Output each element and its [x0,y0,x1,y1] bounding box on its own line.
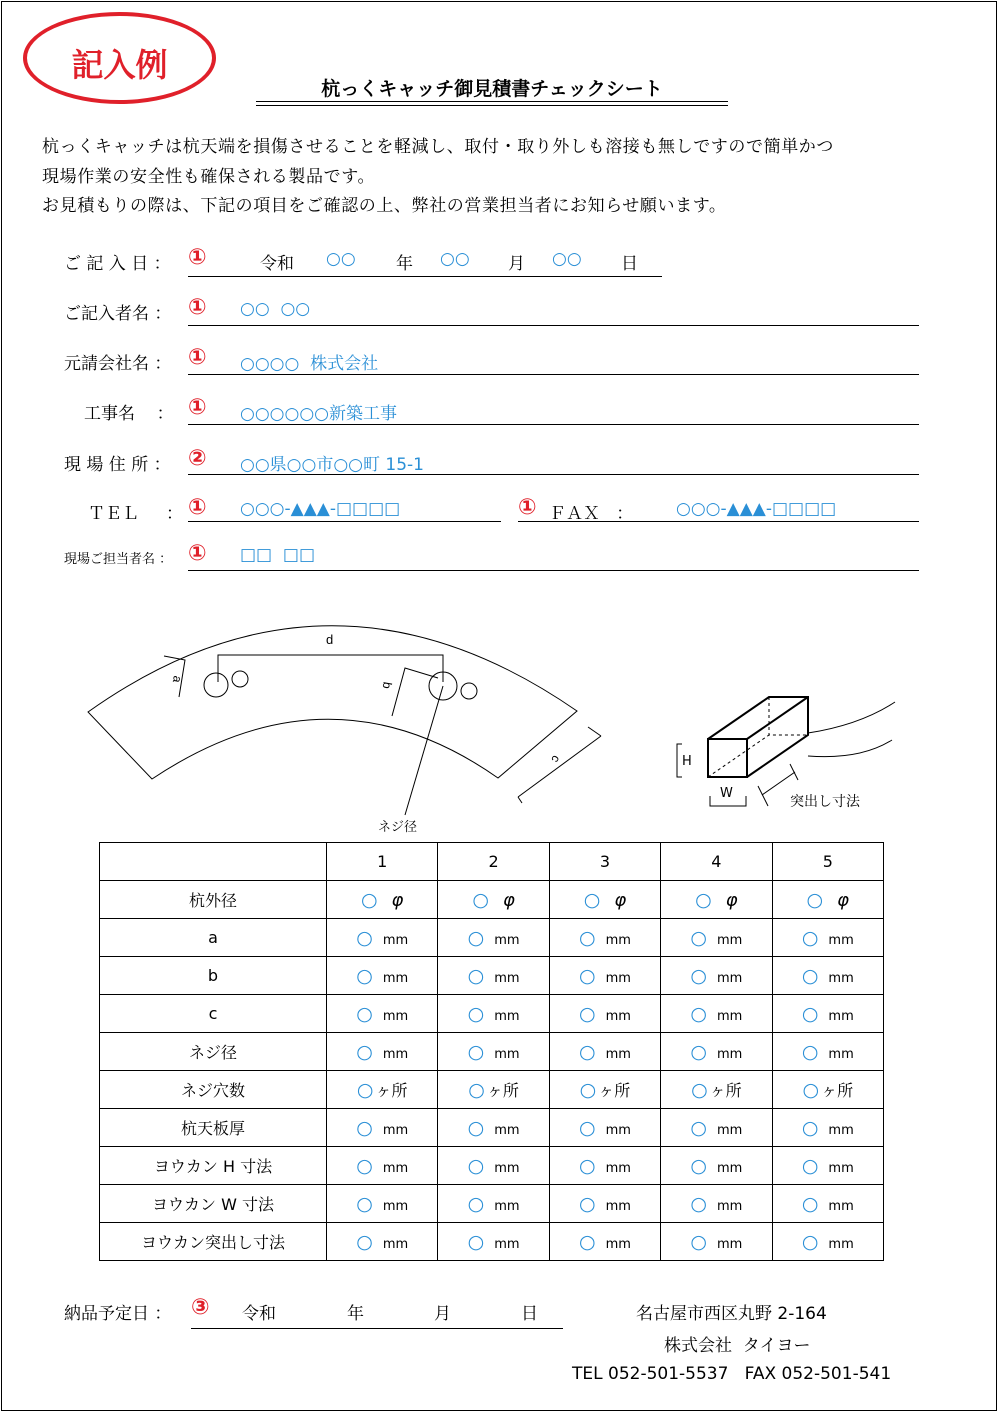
unit-label: mm [717,1198,743,1214]
company-address: 名古屋市西区丸野 2-164 [636,1304,827,1324]
value-mark: ○ [579,964,596,987]
unit-label: mm [605,1122,631,1138]
unit-label: mm [828,1198,854,1214]
address-underline [188,474,919,475]
value-mark: ○ [802,1079,820,1101]
value-cell[interactable] [438,881,549,919]
unit-label: ヶ所 [598,1081,631,1100]
unit-label: mm [605,1046,631,1062]
name-underline [188,325,919,326]
date-month-value[interactable]: ○○ [440,249,470,269]
value-cell[interactable] [661,1223,772,1261]
unit-label: mm [382,1160,409,1176]
value-mark: ○ [356,1040,373,1063]
value-mark: ○ [467,1192,485,1215]
unit-label: mm [828,1122,854,1138]
value-mark: ○ [579,1116,596,1139]
value-mark: ○ [468,1079,485,1101]
value-cell[interactable] [661,995,772,1033]
value-mark: ○ [690,1230,707,1253]
value-mark: ○ [801,1154,819,1177]
example-stamp [23,12,216,104]
unit-label: φ [391,889,404,911]
value-mark: ○ [579,1154,596,1177]
table-row [100,1223,884,1261]
unit-label: mm [605,1198,631,1214]
value-cell[interactable] [549,1185,660,1223]
unit-label: mm [828,1008,854,1024]
table-row [100,995,884,1033]
row-label: 杭外径 [100,881,327,919]
unit-label: mm [605,932,631,948]
pile-curve1 [808,702,895,733]
unit-label: mm [717,1160,743,1176]
block-edge [747,697,808,739]
row-label: 杭天板厚 [100,1109,327,1147]
block-front [708,739,747,777]
fax-label: ＦＡＸ ： [549,504,634,524]
label-w: W [720,786,733,801]
label-h: H [682,754,692,769]
date-day-unit: 日 [621,254,638,274]
delivery-label: 納品予定日 ： [64,1304,172,1324]
label-a: a [169,674,185,684]
company-label: 元請会社名 ： [64,354,172,374]
screw-diameter-label: ネジ径 [378,820,418,835]
value-cell[interactable] [661,1071,772,1109]
table-row [100,1109,884,1147]
row-label: b [100,957,327,995]
unit-label: mm [717,1236,743,1252]
col-header: 4 [661,843,772,881]
value-mark: ○ [467,1230,485,1253]
value-cell[interactable] [549,881,660,919]
row-label: ネジ穴数 [100,1071,327,1109]
unit-label: mm [494,1236,520,1252]
unit-label: mm [494,1122,520,1138]
value-mark: ○ [360,888,378,911]
fax-value[interactable]: ○○○-▲▲▲-□□□□ [676,499,837,519]
project-label: 工事名 ： [84,404,174,424]
dim-b [392,668,438,716]
fax-index: ① [518,495,537,520]
value-mark: ○ [801,1002,819,1025]
intro-line-1: 杭っくキャッチは杭天端を損傷させることを軽減し、取付・取り外しも溶接も無しですので簡単かつ [42,137,834,157]
contact-label: 現場ご担当者名 ： [64,552,173,567]
unit-label: mm [828,1160,854,1176]
value-cell[interactable] [327,881,438,919]
intro-line-2: 現場作業の安全性も確保される製品です。 [42,167,376,187]
value-cell[interactable] [549,1033,660,1071]
value-mark: ○ [690,926,707,949]
tel-value[interactable]: ○○○-▲▲▲-□□□□ [240,499,401,519]
value-cell[interactable] [549,1147,660,1185]
row-label: a [100,919,327,957]
name-index: ① [188,295,207,320]
table-row [100,881,884,919]
value-mark: ○ [472,888,489,911]
value-mark: ○ [467,1002,485,1025]
value-cell[interactable] [438,1071,549,1109]
value-cell[interactable] [438,957,549,995]
label-d: d [326,632,334,647]
unit-label: mm [828,932,854,948]
project-value[interactable]: ○○○○○○新築工事 [240,404,398,424]
value-cell[interactable] [549,1109,660,1147]
table-row [100,919,884,957]
delivery-month-unit: 月 [434,1304,451,1324]
value-mark: ○ [691,1079,708,1101]
value-cell[interactable] [661,1185,772,1223]
value-cell[interactable] [327,1109,438,1147]
dim-d [218,655,443,682]
value-cell[interactable] [438,1033,549,1071]
example-stamp-text: 記入例 [71,46,168,84]
block-body [708,697,808,777]
unit-label: mm [494,1198,520,1214]
unit-label: mm [382,1122,409,1138]
value-cell[interactable] [661,957,772,995]
table-row [100,1185,884,1223]
tel-underline [188,521,501,522]
screw-hole-2b [461,683,477,699]
value-cell[interactable] [549,1223,660,1261]
tel-label: ＴＥＬ ： [88,504,184,524]
value-cell[interactable] [549,995,660,1033]
pile-curve2 [808,740,892,757]
value-cell[interactable] [661,1109,772,1147]
project-index: ① [188,395,207,420]
company-value[interactable]: ○○○○ 株式会社 [240,354,379,374]
dim-p1 [758,786,768,806]
unit-label: ヶ所 [821,1081,854,1100]
value-mark: ○ [356,926,373,949]
value-cell[interactable] [549,919,660,957]
unit-label: mm [828,970,854,986]
value-cell[interactable] [772,1109,883,1147]
unit-label: mm [717,932,743,948]
value-cell[interactable] [661,919,772,957]
unit-label: mm [494,1008,520,1024]
dim-c-tick2 [588,727,601,736]
screw-leader [405,686,443,815]
value-mark: ○ [467,964,485,987]
unit-label: mm [382,1198,409,1214]
table-row [100,1071,884,1109]
delivery-underline [191,1328,563,1329]
unit-label: mm [605,970,631,986]
date-index: ① [188,245,207,270]
value-mark: ○ [579,1040,596,1063]
value-mark: ○ [467,926,485,949]
unit-label: mm [605,1160,631,1176]
screw-hole-1b [232,671,248,687]
spec-table [99,842,884,1261]
table-row [100,957,884,995]
value-mark: ○ [690,1154,707,1177]
name-value[interactable]: ○○ ○○ [240,299,311,319]
value-cell[interactable] [772,1223,883,1261]
delivery-day-unit: 日 [521,1304,538,1324]
value-cell[interactable] [327,1147,438,1185]
block-diagram [665,690,905,810]
value-mark: ○ [356,1116,373,1139]
name-label: ご記入者名 ： [64,304,172,324]
value-cell[interactable] [438,1147,549,1185]
value-cell[interactable] [438,1223,549,1261]
col-header: 2 [438,843,549,881]
table-header-row [100,843,884,881]
date-underline [188,276,662,277]
table-row [100,1147,884,1185]
value-mark: ○ [467,1154,485,1177]
unit-label: mm [605,1236,631,1252]
value-cell[interactable] [661,1147,772,1185]
unit-label: mm [605,1008,631,1024]
delivery-era: 令和 [242,1304,276,1324]
col-header: 3 [549,843,660,881]
unit-label: φ [614,889,627,911]
unit-label: ヶ所 [709,1081,742,1100]
value-mark: ○ [579,1230,596,1253]
unit-label: mm [382,1008,409,1024]
value-cell[interactable] [772,919,883,957]
value-cell[interactable] [438,995,549,1033]
page-title: 杭っくキャッチ御見積書チェックシート [321,78,663,100]
table-corner [100,843,327,881]
row-label: ヨウカン H 寸法 [100,1147,327,1185]
table-row [100,1033,884,1071]
unit-label: mm [382,1046,409,1062]
value-cell[interactable] [772,1185,883,1223]
value-cell[interactable] [772,957,883,995]
unit-label: mm [382,970,409,986]
value-mark: ○ [356,964,373,987]
value-mark: ○ [356,1002,373,1025]
col-header: 1 [327,843,438,881]
intro-line-3: お見積もりの際は、下記の項目をご確認の上、弊社の営業担当者にお知らせ願います。 [42,196,727,216]
unit-label: mm [494,1046,520,1062]
project-underline [188,424,919,425]
date-month-unit: 月 [508,254,525,274]
value-mark: ○ [801,1116,819,1139]
value-cell[interactable] [549,957,660,995]
date-year-unit: 年 [396,254,413,274]
unit-label: mm [717,1008,743,1024]
value-cell[interactable] [438,919,549,957]
row-label: ヨウカン突出し寸法 [100,1223,327,1261]
value-cell[interactable] [327,995,438,1033]
unit-label: mm [717,970,743,986]
row-label: ネジ径 [100,1033,327,1071]
company-index: ① [188,345,207,370]
unit-label: ヶ所 [375,1081,408,1100]
value-mark: ○ [579,1079,597,1101]
pile-cap-diagram [80,600,620,840]
unit-label: mm [828,1236,854,1252]
label-protrusion: 突出し寸法 [790,794,860,810]
unit-label: mm [382,932,409,948]
value-mark: ○ [801,926,819,949]
unit-label: mm [717,1046,743,1062]
contact-underline [188,570,919,571]
unit-label: mm [717,1122,743,1138]
company-underline [188,374,919,375]
value-mark: ○ [467,1116,485,1139]
unit-label: mm [382,1236,409,1252]
value-mark: ○ [801,964,819,987]
col-header: 5 [772,843,883,881]
value-cell[interactable] [549,1071,660,1109]
value-mark: ○ [583,888,601,911]
dim-p2 [790,764,798,780]
value-cell[interactable] [327,919,438,957]
value-mark: ○ [690,1002,707,1025]
value-cell[interactable] [772,995,883,1033]
value-mark: ○ [356,1079,374,1101]
value-mark: ○ [579,1002,596,1025]
arc-band [88,626,577,779]
unit-label: mm [494,1160,520,1176]
value-cell[interactable] [772,881,883,919]
value-cell[interactable] [772,1033,883,1071]
unit-label: φ [725,889,738,911]
title-underline-2 [256,105,728,106]
value-mark: ○ [356,1192,373,1215]
value-cell[interactable] [772,1071,883,1109]
row-label: ヨウカン W 寸法 [100,1185,327,1223]
title-underline [256,101,728,102]
address-value[interactable]: ○○県○○市○○町 15-1 [240,455,424,475]
dim-c [518,736,601,797]
value-mark: ○ [690,964,707,987]
value-mark: ○ [356,1154,373,1177]
address-index: ② [188,446,207,471]
label-b: b [379,680,395,690]
unit-label: mm [828,1046,854,1062]
unit-label: ヶ所 [486,1081,519,1100]
value-cell[interactable] [661,881,772,919]
contact-index: ① [188,541,207,566]
delivery-year-unit: 年 [347,1304,364,1324]
value-mark: ○ [579,926,596,949]
date-year-value[interactable]: ○○ [326,249,356,269]
value-cell[interactable] [661,1033,772,1071]
value-mark: ○ [806,888,824,911]
value-mark: ○ [690,1040,707,1063]
company-name: 株式会社 タイヨー [664,1336,811,1356]
value-cell[interactable] [438,1185,549,1223]
unit-label: φ [502,889,515,911]
value-cell[interactable] [327,1223,438,1261]
unit-label: mm [494,970,520,986]
value-mark: ○ [467,1040,485,1063]
tel-index: ① [188,495,207,520]
value-mark: ○ [579,1192,596,1215]
value-mark: ○ [690,1116,707,1139]
value-cell[interactable] [327,957,438,995]
date-day-value[interactable]: ○○ [552,249,582,269]
value-mark: ○ [801,1040,819,1063]
value-mark: ○ [690,1192,707,1215]
value-cell[interactable] [327,1033,438,1071]
unit-label: φ [837,889,850,911]
value-mark: ○ [356,1230,373,1253]
value-mark: ○ [695,888,712,911]
date-era: 令和 [260,254,294,274]
value-mark: ○ [801,1230,819,1253]
delivery-index: ③ [191,1295,210,1320]
address-label: 現 場 住 所 ： [64,455,171,475]
dim-c-tick1 [518,797,522,803]
company-contact: TEL 052-501-5537 FAX 052-501-541 [572,1364,892,1384]
value-cell[interactable] [438,1109,549,1147]
unit-label: mm [494,932,520,948]
value-mark: ○ [801,1192,819,1215]
fax-underline [518,521,919,522]
label-c: c [548,753,564,766]
value-cell[interactable] [772,1147,883,1185]
contact-value[interactable]: □□ □□ [240,545,316,565]
value-cell[interactable] [327,1071,438,1109]
row-label: c [100,995,327,1033]
date-label: ご 記 入 日 ： [64,254,171,274]
screw-hole-1 [204,673,228,697]
value-cell[interactable] [327,1185,438,1223]
